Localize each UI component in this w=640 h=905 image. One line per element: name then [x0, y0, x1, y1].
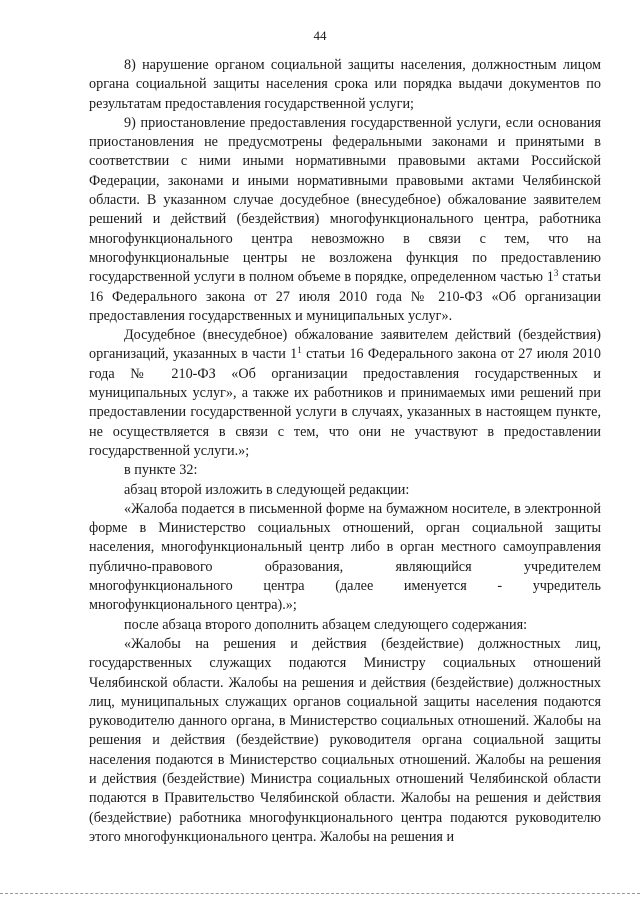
page-bottom-divider [0, 893, 640, 894]
paragraph-pretrial-appeal [89, 326, 601, 461]
paragraph-clause-32: в пункте 32: [124, 462, 198, 479]
paragraph-amend-second: абзац второй изложить в следующей редакции: [124, 481, 410, 498]
paragraph-item-9 [89, 114, 601, 326]
paragraph-add-after-second: после абзаца второго дополнить абзацем следующего содержания: [124, 616, 528, 633]
paragraph-pretrial-appeal-text-a: Досудебное (внесудебное) обжалование заявителем действий (бездействия) организаций, указанных в части 1 [89, 327, 601, 363]
paragraph-pretrial-appeal-text-b: статьи 16 Федерального закона от 27 июля 2010 года № 210-ФЗ «Об организации предоставления государственных и муниципальных услуг», а также их работников и принимаемых ими решений при предоставлении государственной услуги в случаях, указанных в настоящем пункте, не осуществляется в связи с тем, что они не участвуют в предоставлении государственной услуги.»; [89, 346, 601, 459]
superscript-marker: 3 [553, 268, 559, 279]
superscript-marker: 1 [297, 345, 302, 356]
paragraph-complaints-addressees: «Жалобы на решения и действия (бездействие) должностных лиц, государственных служащих подаются Министру социальных отношений Челябинской области. Жалобы на решения и действия (бездействие) должностных лиц, муниципальных служащих органов социальной защиты населения подаются руководителю данного органа, в Министерство социальных отношений. Жалобы на решения и действия (бездействие) руководителя органа социальной защиты населения подаются в Министерство социальных отношений. Жалобы на решения и действия (бездействие) Министра социальных отношений Челябинской области подаются в Правительство Челябинской области. Жалобы на решения и действия (бездействие) работника многофункционального центра подаются руководителю этого многофункционального центра. Жалобы на решения и [89, 635, 601, 845]
page-number: 44 [313, 28, 327, 43]
paragraph-item-9-text-a: 9) приостановление предоставления государственной услуги, если основания приостановления не предусмотрены федеральными законами и принятыми в соответствии с ними иными нормативными правовыми актами Российской Федерации, законами и иными нормативными правовыми актами Челябинской области. В указанном случае досудебное (внесудебное) обжалование заявителем решений и действий (бездействия) многофункционального центра, работника многофункционального центра невозможно в связи с тем, что на многофункциональные центры не возложена функция по предоставлению государственной услуги в полном объеме в порядке, определенном частью 1 [89, 114, 601, 286]
paragraph-item-8: 8) нарушение органом социальной защиты населения, должностным лицом органа социальной защиты населения срока или порядка выдачи документов по результатам предоставления государственной услуги; [89, 57, 601, 112]
document-body [89, 56, 601, 847]
paragraph-complaint-filing: «Жалоба подается в письменной форме на бумажном носителе, в электронной форме в Министерство социальных отношений, орган социальной защиты населения, многофункциональный центр либо в орган местного самоуправления публично-правового образования, являющийся учредителем многофункционального центра (далее именуется - учредитель многофункционального центра).»; [89, 500, 601, 614]
paragraph-item-9-text-b: статьи 16 Федерального закона от 27 июля 2010 года № 210-ФЗ «Об организации предоставления государственных и муниципальных услуг». [89, 269, 601, 324]
